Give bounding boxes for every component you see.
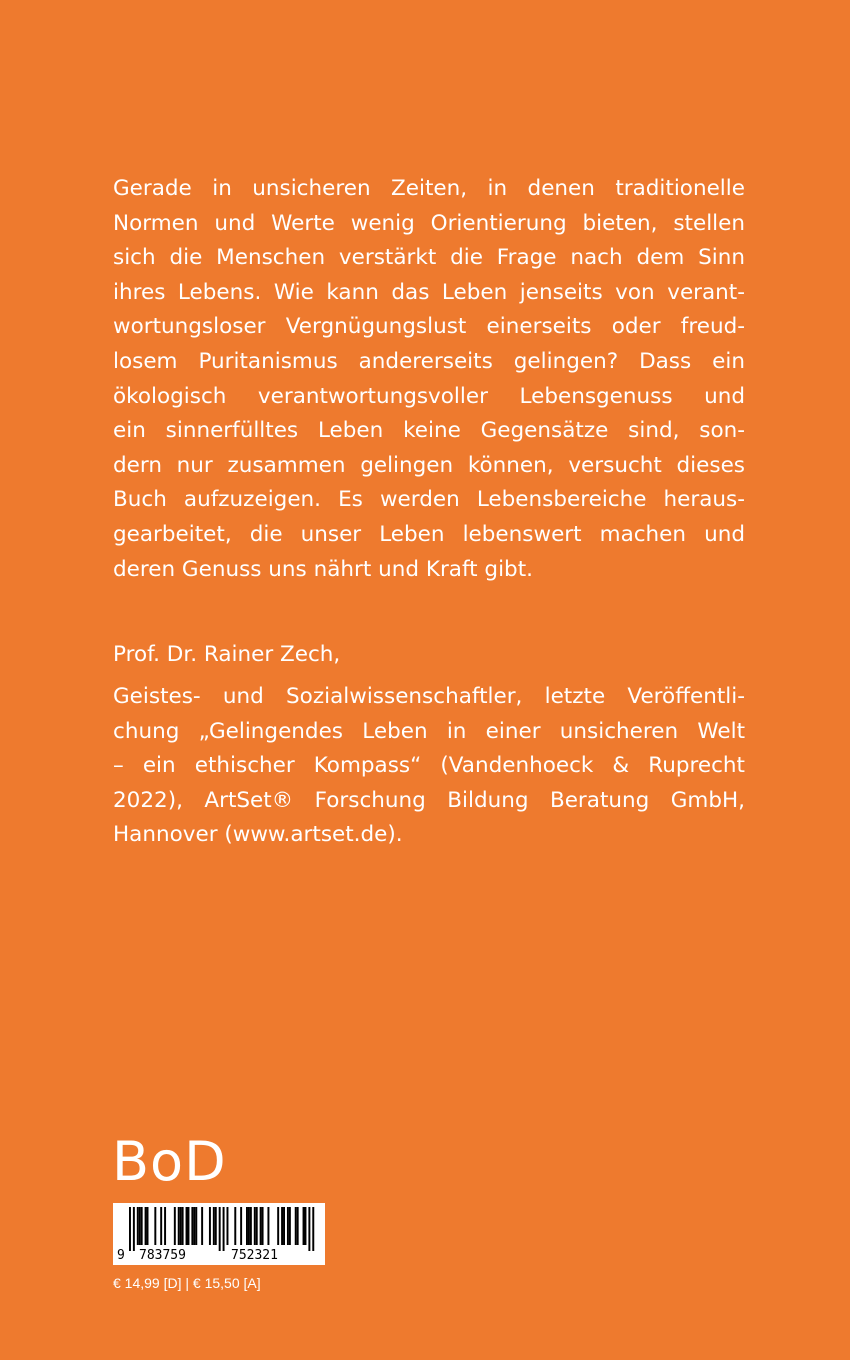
barcode-bar [195,1207,197,1245]
barcode-bar [312,1207,314,1251]
blurb-line: dern nur zusammen gelingen können, versucht dieses [113,452,745,478]
barcode-bar [250,1207,252,1245]
barcode-bar [289,1207,291,1245]
blurb-line: Gerade in unsicheren Zeiten, in denen traditionelle [113,176,745,201]
barcode-bar [188,1207,190,1245]
isbn-barcode [113,1203,325,1265]
author-bio-line: – ein ethischer Kompass“ (Vandenhoeck & Ruprecht [113,753,745,779]
barcode-bar [246,1207,248,1245]
barcode-bar [227,1207,229,1245]
barcode-bar [262,1207,264,1245]
barcode-bar [139,1207,141,1245]
barcode-bar [240,1207,242,1245]
barcode-bars [113,1203,325,1251]
barcode-bar [154,1207,156,1245]
author-bio-line: Geistes- und Sozialwissenschaftler, letzte Veröffentli- [113,684,745,709]
barcode-bar [305,1207,307,1245]
blurb-line: ihres Lebens. Wie kann das Leben jenseits von verant- [113,279,745,305]
barcode-bar [254,1207,256,1245]
barcode-bar [303,1207,305,1245]
blurb-line: deren Genuss uns nährt und Kraft gibt. [113,556,533,582]
barcode-bar [133,1207,135,1251]
barcode-bar [180,1207,182,1245]
barcode-bar [281,1207,283,1245]
author-bio-line: Hannover (www.artset.de). [113,822,403,848]
blurb-line: wortungsloser Vergnügungslust einerseits oder freud- [113,314,745,340]
barcode-bar [186,1207,188,1245]
barcode-bar [277,1207,279,1245]
barcode-bar [174,1207,176,1245]
barcode-bar [223,1207,225,1251]
barcode-bar [145,1207,147,1245]
barcode-bar [141,1207,143,1245]
author-name: Prof. Dr. Rainer Zech, [113,642,341,667]
barcode-bar [209,1207,211,1245]
barcode-bar [234,1207,236,1245]
publisher-logo: BoD [112,1130,227,1193]
barcode-bar [283,1207,285,1245]
barcode-bar [267,1207,269,1245]
isbn-digits [113,1247,325,1265]
barcode-bar [256,1207,258,1245]
barcode-bar [215,1207,217,1245]
blurb-text [113,172,745,587]
barcode-bar [260,1207,262,1245]
barcode-bar [219,1207,221,1251]
barcode-bar [137,1207,139,1245]
barcode-bar [308,1207,310,1251]
barcode-bar [191,1207,193,1245]
author-bio-line: 2022), ArtSet® Forschung Bildung Beratung GmbH, [113,787,745,813]
author-bio [113,680,745,853]
barcode-bar [201,1207,203,1245]
barcode-bar [147,1207,149,1245]
author-bio-line: chung „Gelingendes Leben in einer unsicheren Welt [113,718,745,744]
barcode-bar [213,1207,215,1245]
blurb-line: sich die Menschen verstärkt die Frage nach dem Sinn [113,245,745,271]
blurb-line: ökologisch verantwortungsvoller Lebensgenuss und [113,383,745,409]
barcode-bar [178,1207,180,1245]
barcode-bar [129,1207,131,1251]
blurb-line: ein sinnerfülltes Leben keine Gegensätze sind, son- [113,418,745,444]
blurb-line: Buch aufzuzeigen. Es werden Lebensbereiche heraus- [113,487,745,513]
isbn-left-group: 783759 [139,1248,186,1263]
barcode-bar [295,1207,297,1245]
barcode-bar [164,1207,166,1245]
barcode-bar [182,1207,184,1245]
barcode-bar [193,1207,195,1245]
isbn-right-group: 752321 [231,1248,278,1263]
isbn-lead-digit: 9 [117,1248,125,1263]
barcode-bar [160,1207,162,1245]
barcode-bar [248,1207,250,1245]
price-label: € 14,99 [D] | € 15,50 [A] [113,1275,261,1291]
blurb-line: gearbeitet, die unser Leben lebenswert machen und [113,521,745,547]
blurb-line: Normen und Werte wenig Orientierung bieten, stellen [113,210,745,236]
blurb-line: losem Puritanismus andererseits gelingen? Dass ein [113,348,745,374]
barcode-bar [287,1207,289,1245]
barcode-bar [297,1207,299,1245]
